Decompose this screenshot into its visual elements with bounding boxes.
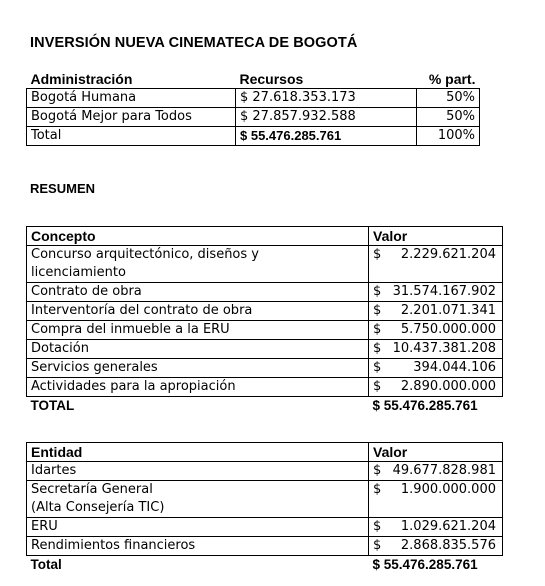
table-header-row <box>27 443 503 462</box>
cell-concepto: Compra del inmueble a la ERU <box>27 321 369 340</box>
cell-admin: Bogotá Humana <box>27 89 236 108</box>
amount: 2.201.071.341 <box>400 303 496 318</box>
amount: 31.574.167.902 <box>392 284 496 299</box>
cell-concepto: Dotación <box>27 340 369 359</box>
table-row <box>27 340 503 359</box>
cell-recursos-total: $ 55.476.285.761 <box>236 127 417 146</box>
cell-valor <box>369 537 503 556</box>
cell-valor <box>369 321 503 340</box>
total-label: TOTAL <box>27 397 369 416</box>
currency-symbol: $ <box>373 322 382 337</box>
section-heading-resumen: RESUMEN <box>30 181 96 196</box>
cell-concepto: Actividades para la apropiación <box>27 378 369 397</box>
currency-symbol: $ <box>373 247 382 262</box>
header-administracion: Administración <box>27 70 236 89</box>
table-row-total <box>27 397 503 416</box>
amount: 49.677.828.981 <box>392 463 496 478</box>
cell-entidad: Idartes <box>27 462 369 481</box>
cell-valor <box>369 462 503 481</box>
table-row <box>27 481 503 518</box>
amount: 1.029.621.204 <box>400 519 496 534</box>
table-row <box>27 89 480 108</box>
table-header-row <box>27 227 503 246</box>
cell-entidad-line1: Secretaría General <box>31 482 153 497</box>
currency-symbol: $ <box>373 538 382 553</box>
summary-by-concept-table <box>26 226 503 415</box>
amount: 394.044.106 <box>413 360 496 375</box>
table-row <box>27 462 503 481</box>
amount: 2.229.621.204 <box>400 247 496 262</box>
header-entidad: Entidad <box>27 443 369 462</box>
investment-by-administration-table <box>26 70 480 146</box>
cell-valor <box>369 481 503 518</box>
table-row <box>27 302 503 321</box>
cell-entidad-line2: (Alta Consejería TIC) <box>31 500 165 515</box>
currency-symbol: $ <box>373 519 382 534</box>
cell-admin: Total <box>27 127 236 146</box>
cell-entidad: ERU <box>27 518 369 537</box>
table-row <box>27 283 503 302</box>
total-value: $ 55.476.285.761 <box>369 397 503 416</box>
table-row <box>27 378 503 397</box>
cell-valor <box>369 518 503 537</box>
amount: 2.890.000.000 <box>400 379 496 394</box>
currency-symbol: $ <box>373 341 382 356</box>
cell-concepto: Contrato de obra <box>27 283 369 302</box>
cell-concepto <box>27 246 369 283</box>
cell-admin: Bogotá Mejor para Todos <box>27 108 236 127</box>
table-row <box>27 246 503 283</box>
cell-valor <box>369 302 503 321</box>
table-row <box>27 518 503 537</box>
table-row <box>27 359 503 378</box>
cell-concepto-line2: licenciamiento <box>31 265 126 280</box>
currency-symbol: $ <box>373 463 382 478</box>
cell-part: 100% <box>417 127 480 146</box>
header-valor: Valor <box>369 443 503 462</box>
document-title: INVERSIÓN NUEVA CINEMATECA DE BOGOTÁ <box>30 35 358 51</box>
cell-valor <box>369 340 503 359</box>
currency-symbol: $ <box>373 303 382 318</box>
amount: 1.900.000.000 <box>400 482 496 497</box>
cell-valor <box>369 378 503 397</box>
amount: 2.868.835.576 <box>400 538 496 553</box>
cell-recursos: $ 27.618.353.173 <box>236 89 417 108</box>
table-header-row <box>27 70 480 89</box>
currency-symbol: $ <box>373 482 382 497</box>
summary-by-entity-table <box>26 442 503 574</box>
currency-symbol: $ <box>373 379 382 394</box>
cell-concepto: Interventoría del contrato de obra <box>27 302 369 321</box>
table-row <box>27 537 503 556</box>
cell-concepto: Servicios generales <box>27 359 369 378</box>
table-row-total <box>27 127 480 146</box>
header-recursos: Recursos <box>236 70 417 89</box>
currency-symbol: $ <box>373 360 382 375</box>
amount: 10.437.381.208 <box>392 341 496 356</box>
currency-symbol: $ <box>373 284 382 299</box>
cell-entidad <box>27 481 369 518</box>
header-valor: Valor <box>369 227 503 246</box>
cell-concepto-line1: Concurso arquitectónico, diseños y <box>31 247 259 262</box>
table-row-total <box>27 556 503 575</box>
amount: 5.750.000.000 <box>400 322 496 337</box>
header-part: % part. <box>417 70 480 89</box>
cell-entidad: Rendimientos financieros <box>27 537 369 556</box>
cell-recursos: $ 27.857.932.588 <box>236 108 417 127</box>
header-concepto: Concepto <box>27 227 369 246</box>
cell-valor <box>369 359 503 378</box>
total-label: Total <box>27 556 369 575</box>
cell-valor <box>369 246 503 283</box>
total-value: $ 55.476.285.761 <box>369 556 503 575</box>
cell-part: 50% <box>417 108 480 127</box>
table-row <box>27 108 480 127</box>
cell-valor <box>369 283 503 302</box>
cell-part: 50% <box>417 89 480 108</box>
table-row <box>27 321 503 340</box>
